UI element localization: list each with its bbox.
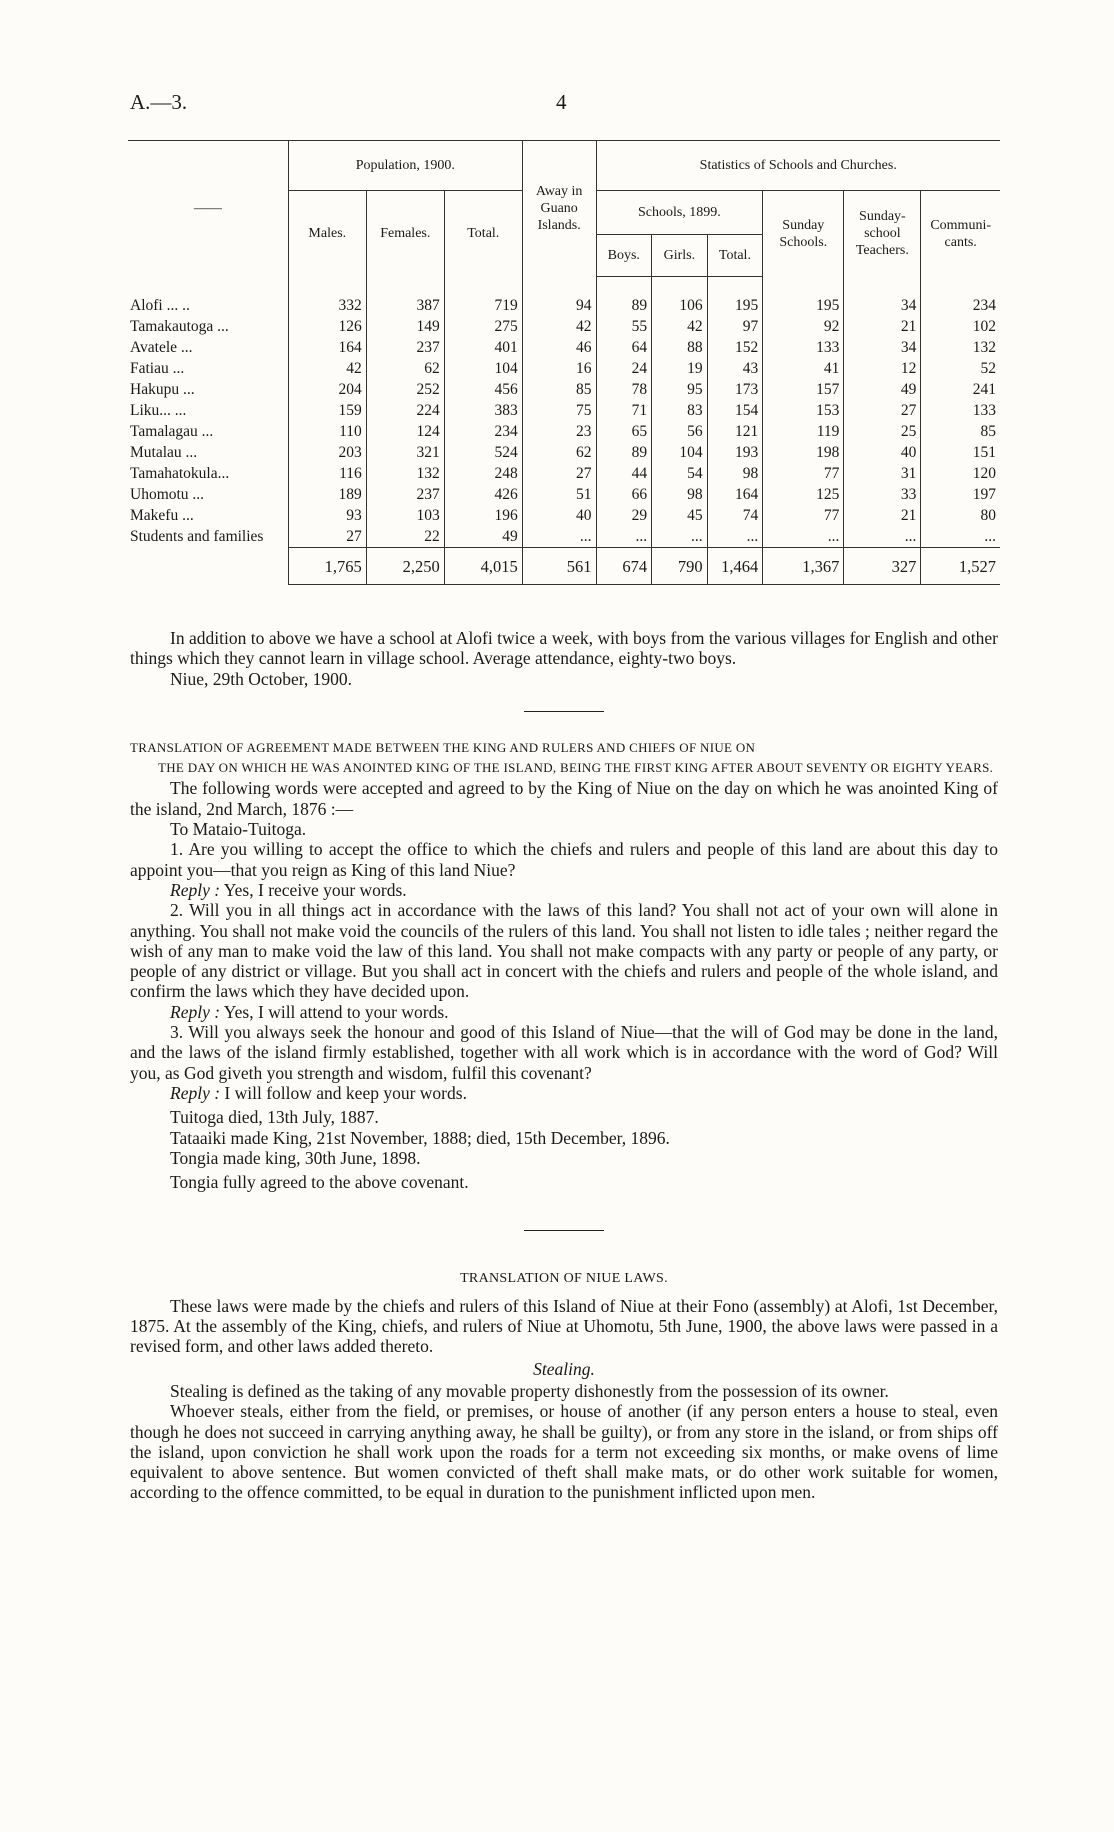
schools-total-cell: 154: [707, 400, 763, 421]
away-cell: 23: [522, 421, 596, 442]
schools-total-cell: 98: [707, 463, 763, 484]
table-row: [128, 526, 1000, 548]
total-teachers: 327: [844, 548, 921, 585]
girls-cell: 45: [652, 505, 708, 526]
total-males: 1,765: [288, 548, 366, 585]
table-row: [128, 442, 1000, 463]
statistics-table: [128, 140, 1000, 585]
total-cell: 383: [444, 400, 522, 421]
away-cell: 51: [522, 484, 596, 505]
boys-cell: 89: [596, 442, 652, 463]
population-header: Population, 1900.: [288, 141, 522, 191]
schools-total-header: Total.: [707, 235, 763, 277]
table-row: [128, 358, 1000, 379]
schools-total-cell: 193: [707, 442, 763, 463]
females-cell: 387: [366, 295, 444, 316]
schools-total-cell: 173: [707, 379, 763, 400]
total-cell: 426: [444, 484, 522, 505]
girls-cell: 83: [652, 400, 708, 421]
boys-cell: 64: [596, 337, 652, 358]
communicants-cell: 120: [921, 463, 1000, 484]
females-cell: 237: [366, 484, 444, 505]
communicants-cell: ...: [921, 526, 1000, 548]
females-cell: 149: [366, 316, 444, 337]
dynasty-note-4: Tongia fully agreed to the above covenant.: [170, 1172, 469, 1193]
district-cell: Tamahatokula...: [130, 465, 230, 482]
district-cell: Uhomotu ...: [130, 486, 205, 503]
girls-cell: 95: [652, 379, 708, 400]
sunday-schools-cell: 125: [763, 484, 844, 505]
document-body: [130, 628, 998, 1503]
total-schools: 1,464: [707, 548, 763, 585]
sunday-schools-cell: 153: [763, 400, 844, 421]
teachers-cell: 34: [844, 295, 921, 316]
table-row: [128, 505, 1000, 526]
communicants-header: Communi-cants.: [921, 191, 1000, 277]
males-cell: 159: [288, 400, 366, 421]
total-females: 2,250: [366, 548, 444, 585]
males-cell: 42: [288, 358, 366, 379]
communicants-cell: 234: [921, 295, 1000, 316]
total-cell: 248: [444, 463, 522, 484]
laws-title: TRANSLATION OF NIUE LAWS.: [460, 1271, 668, 1287]
total-cell: 196: [444, 505, 522, 526]
sunday-schools-cell: 198: [763, 442, 844, 463]
totals-row: [128, 548, 1000, 585]
district-cell: Hakupu ...: [130, 381, 195, 398]
district-cell: Mutalau ...: [130, 444, 198, 461]
page-number: 4: [556, 90, 567, 114]
section-divider: [524, 1230, 604, 1231]
table-row: [128, 400, 1000, 421]
males-header: Males.: [288, 191, 366, 277]
section-divider: [524, 711, 604, 712]
sunday-schools-cell: 157: [763, 379, 844, 400]
stealing-heading: Stealing.: [533, 1358, 595, 1379]
away-cell: ...: [522, 526, 596, 548]
sunday-schools-cell: ...: [763, 526, 844, 548]
stealing-penalty: Whoever steals, either from the field, or premises, or house of another (if any person enters a house to steal, even though he does not succeed in carrying anything away, he shall be guilty), or from any store in the island, or from ships off the island, upon conviction he shall work upon the roads for a term not exceeding six months, or make ovens of lime equivalent to above sentence. But women convicted of theft shall make mats, or do other work suitable for women, according to the offence committed, to be equal in duration to the punishment inflicted upon men.: [130, 1401, 998, 1503]
males-cell: 126: [288, 316, 366, 337]
district-cell: Students and families: [130, 528, 264, 546]
document-reference: A.—3.: [130, 90, 188, 114]
males-cell: 164: [288, 337, 366, 358]
total-cell: 49: [444, 526, 522, 548]
district-cell: Makefu ...: [130, 507, 194, 524]
communicants-cell: 241: [921, 379, 1000, 400]
district-column-header: ——: [128, 141, 288, 277]
away-cell: 94: [522, 295, 596, 316]
table-row: [128, 463, 1000, 484]
question-2: 2. Will you in all things act in accordance with the laws of this land? You shall not act of your own will alone in anything. You shall not make void the councils of the rulers of this land. You shall not listen to idle tales ; neither regard the wish of any man to make void the law of this land. You shall not make compacts with any party or people of any party, or people of any district or village. But you shall act in concert with the chiefs and rulers and people of the whole island, and confirm the laws which they have decided upon.: [130, 900, 998, 1002]
teachers-cell: 21: [844, 316, 921, 337]
females-cell: 124: [366, 421, 444, 442]
table-row: [128, 295, 1000, 316]
males-cell: 110: [288, 421, 366, 442]
table-row: [128, 316, 1000, 337]
males-cell: 332: [288, 295, 366, 316]
females-cell: 224: [366, 400, 444, 421]
schools-total-cell: 74: [707, 505, 763, 526]
males-cell: 203: [288, 442, 366, 463]
question-3: 3. Will you always seek the honour and good of this Island of Niue—that the will of God may be done in the land, and the laws of the island firmly established, together with all work which is in accordance with the word of God? Will you, as God giveth you strength and wisdom, fulfil this covenant?: [130, 1022, 998, 1083]
teachers-cell: 25: [844, 421, 921, 442]
communicants-cell: 102: [921, 316, 1000, 337]
communicants-cell: 151: [921, 442, 1000, 463]
away-cell: 40: [522, 505, 596, 526]
boys-cell: 65: [596, 421, 652, 442]
total-cell: 456: [444, 379, 522, 400]
girls-cell: 56: [652, 421, 708, 442]
laws-intro: These laws were made by the chiefs and rulers of this Island of Niue at their Fono (assembly) at Alofi, 1st December, 1875. At the assembly of the King, chiefs, and rulers of Niue at Uhomotu, 5th June, 1900, the above laws were passed in a revised form, and other laws added thereto.: [130, 1295, 998, 1357]
boys-cell: ...: [596, 526, 652, 548]
schools-total-cell: ...: [707, 526, 763, 548]
agreement-intro: The following words were accepted and agreed to by the King of Niue on the day on which he was anointed King of the island, 2nd March, 1876 :—: [130, 778, 998, 819]
boys-cell: 24: [596, 358, 652, 379]
boys-cell: 55: [596, 316, 652, 337]
dynasty-note-1: Tuitoga died, 13th July, 1887.: [170, 1107, 379, 1128]
total-population: 4,015: [444, 548, 522, 585]
reply-3: Reply : I will follow and keep your words.: [170, 1082, 467, 1103]
boys-cell: 66: [596, 484, 652, 505]
communicants-cell: 85: [921, 421, 1000, 442]
communicants-cell: 52: [921, 358, 1000, 379]
communicants-cell: 197: [921, 484, 1000, 505]
total-sunday-schools: 1,367: [763, 548, 844, 585]
agreement-title: TRANSLATION OF AGREEMENT MADE BETWEEN THE KING AND RULERS AND CHIEFS OF NIUE ON THE DAY ON WHICH HE WAS ANOINTED KING OF THE ISLAND, BEING THE FIRST KING AFTER ABOUT SEVENTY OR EIGHTY YEARS.: [130, 739, 994, 776]
boys-cell: 29: [596, 505, 652, 526]
schools-total-cell: 97: [707, 316, 763, 337]
males-cell: 204: [288, 379, 366, 400]
teachers-cell: 31: [844, 463, 921, 484]
total-cell: 719: [444, 295, 522, 316]
table-row: [128, 484, 1000, 505]
dynasty-note-3: Tongia made king, 30th June, 1898.: [170, 1147, 421, 1168]
girls-cell: 106: [652, 295, 708, 316]
girls-header: Girls.: [652, 235, 708, 277]
teachers-cell: 34: [844, 337, 921, 358]
girls-cell: 19: [652, 358, 708, 379]
females-cell: 22: [366, 526, 444, 548]
note-dateline: Niue, 29th October, 1900.: [170, 668, 353, 689]
away-cell: 16: [522, 358, 596, 379]
away-guano-header: Away in Guano Islands.: [522, 141, 596, 277]
district-cell: Avatele ...: [130, 339, 193, 356]
total-cell: 234: [444, 421, 522, 442]
total-cell: 401: [444, 337, 522, 358]
away-cell: 42: [522, 316, 596, 337]
sunday-schools-cell: 195: [763, 295, 844, 316]
total-boys: 674: [596, 548, 652, 585]
females-header: Females.: [366, 191, 444, 277]
district-cell: Tamalagau ...: [130, 423, 214, 440]
away-cell: 46: [522, 337, 596, 358]
table-row: [128, 421, 1000, 442]
table-row: [128, 379, 1000, 400]
total-cell: 104: [444, 358, 522, 379]
females-cell: 132: [366, 463, 444, 484]
schools-total-cell: 121: [707, 421, 763, 442]
teachers-cell: 33: [844, 484, 921, 505]
district-cell: Fatiau ...: [130, 360, 185, 377]
communicants-cell: 132: [921, 337, 1000, 358]
school-note: In addition to above we have a school at Alofi twice a week, with boys from the various villages for English and other things which they cannot learn in village school. Average attendance, eighty-two boys.: [130, 628, 998, 669]
sunday-schools-cell: 41: [763, 358, 844, 379]
females-cell: 103: [366, 505, 444, 526]
teachers-cell: 21: [844, 505, 921, 526]
males-cell: 189: [288, 484, 366, 505]
males-cell: 27: [288, 526, 366, 548]
females-cell: 252: [366, 379, 444, 400]
boys-cell: 71: [596, 400, 652, 421]
away-cell: 27: [522, 463, 596, 484]
sunday-schools-cell: 77: [763, 505, 844, 526]
reply-2: Reply : Yes, I will attend to your words.: [170, 1001, 449, 1022]
communicants-cell: 133: [921, 400, 1000, 421]
females-cell: 237: [366, 337, 444, 358]
dynasty-note-2: Tataaiki made King, 21st November, 1888; died, 15th December, 1896.: [170, 1127, 670, 1148]
teachers-cell: ...: [844, 526, 921, 548]
sunday-schools-header: Sunday Schools.: [763, 191, 844, 277]
question-1: 1. Are you willing to accept the office to which the chiefs and rulers and people of this land are about this day to appoint you—that you reign as King of this land Niue?: [130, 839, 998, 880]
sunday-schools-cell: 133: [763, 337, 844, 358]
teachers-cell: 27: [844, 400, 921, 421]
females-cell: 62: [366, 358, 444, 379]
sunday-schools-cell: 119: [763, 421, 844, 442]
boys-cell: 44: [596, 463, 652, 484]
girls-cell: 88: [652, 337, 708, 358]
table-row: [128, 337, 1000, 358]
district-cell: Tamakautoga ...: [130, 318, 229, 335]
schools-total-cell: 164: [707, 484, 763, 505]
teachers-cell: 49: [844, 379, 921, 400]
total-header: Total.: [444, 191, 522, 277]
district-cell: Alofi ... ..: [130, 297, 190, 314]
total-cell: 275: [444, 316, 522, 337]
total-communicants: 1,527: [921, 548, 1000, 585]
sunday-schools-cell: 92: [763, 316, 844, 337]
communicants-cell: 80: [921, 505, 1000, 526]
sunday-schools-cell: 77: [763, 463, 844, 484]
boys-cell: 78: [596, 379, 652, 400]
agreement-to: To Mataio-Tuitoga.: [170, 819, 307, 840]
total-cell: 524: [444, 442, 522, 463]
teachers-header: Sunday-school Teachers.: [844, 191, 921, 277]
boys-header: Boys.: [596, 235, 652, 277]
girls-cell: 54: [652, 463, 708, 484]
girls-cell: 104: [652, 442, 708, 463]
teachers-cell: 12: [844, 358, 921, 379]
away-cell: 85: [522, 379, 596, 400]
females-cell: 321: [366, 442, 444, 463]
teachers-cell: 40: [844, 442, 921, 463]
girls-cell: 42: [652, 316, 708, 337]
statistics-header: Statistics of Schools and Churches.: [596, 141, 1000, 191]
schools-total-cell: 43: [707, 358, 763, 379]
stealing-definition: Stealing is defined as the taking of any movable property dishonestly from the possession of its owner.: [170, 1380, 889, 1401]
girls-cell: ...: [652, 526, 708, 548]
girls-cell: 98: [652, 484, 708, 505]
schools-total-cell: 152: [707, 337, 763, 358]
schools-header: Schools, 1899.: [596, 191, 763, 235]
away-cell: 75: [522, 400, 596, 421]
total-away: 561: [522, 548, 596, 585]
schools-total-cell: 195: [707, 295, 763, 316]
males-cell: 116: [288, 463, 366, 484]
district-cell: Liku... ...: [130, 402, 187, 419]
away-cell: 62: [522, 442, 596, 463]
boys-cell: 89: [596, 295, 652, 316]
total-girls: 790: [652, 548, 708, 585]
males-cell: 93: [288, 505, 366, 526]
reply-1: Reply : Yes, I receive your words.: [170, 879, 407, 900]
